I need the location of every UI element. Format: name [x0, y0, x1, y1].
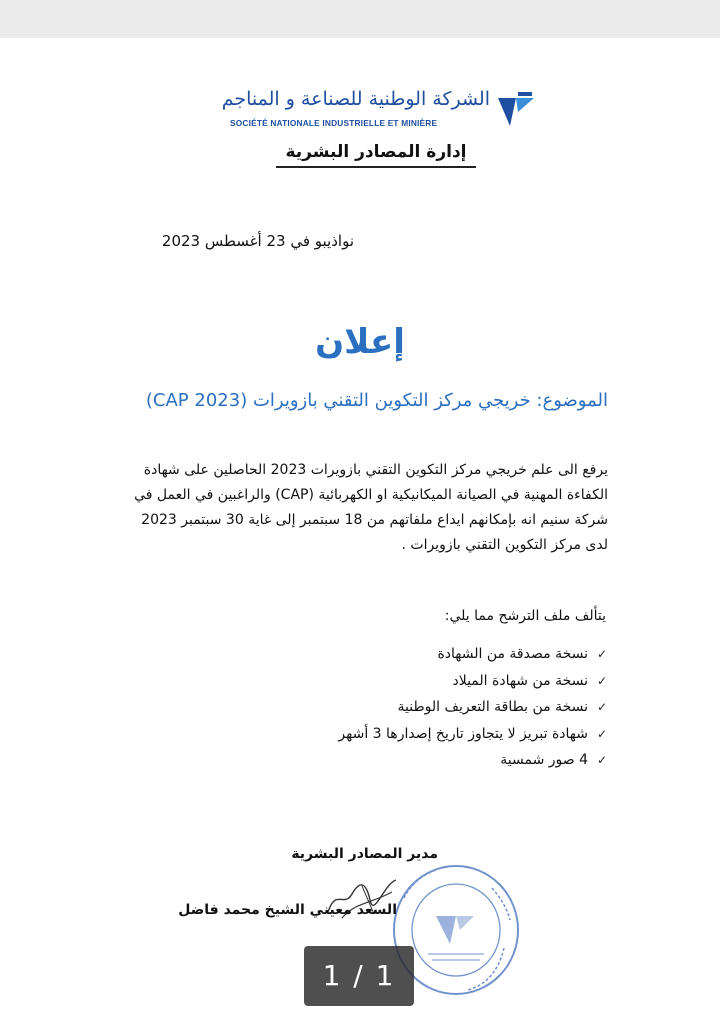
check-mark-icon: ✓ [596, 700, 608, 714]
check-mark-icon: ✓ [596, 753, 608, 767]
body-line: الكفاءة المهنية في الصيانة الميكانيكية او الكهربائية (CAP) والراغبين في العمل في [134, 487, 608, 503]
check-mark-icon: ✓ [596, 647, 608, 661]
requirement-item [338, 668, 610, 695]
body-line: شركة سنيم انه بإمكانهم ايداع ملفاتهم من 18 سبتمبر إلى غاية 30 سبتمبر 2023 [141, 512, 608, 528]
announcement-title: إعلان [315, 322, 405, 362]
announcement-subject: الموضوع: خريجي مركز التكوين التقني بازويرات (CAP 2023) [145, 390, 608, 411]
body-line: لدى مركز التكوين التقني بازويرات . [401, 537, 608, 553]
requirement-item [338, 694, 610, 721]
department-title: إدارة المصادر البشرية [285, 142, 467, 162]
document-date: نواذيبو في 23 أغسطس 2023 [161, 232, 354, 250]
check-mark-icon: ✓ [596, 726, 608, 741]
requirements-intro: يتألف ملف الترشح مما يلي: [444, 608, 606, 624]
requirement-text: نسخة من بطاقة التعريف الوطنية [397, 699, 588, 715]
page-indicator: 1 / 1 [304, 946, 414, 1006]
document-page [0, 38, 720, 1032]
signatory-title: مدير المصادر البشرية [291, 846, 438, 862]
requirement-text: شهادة تبريز لا يتجاوز تاريخ إصدارها 3 أشهر [338, 725, 588, 742]
body-line: يرفع الى علم خريجي مركز التكوين التقني بازويرات 2023 الحاصلين على شهادة [143, 462, 608, 478]
requirement-item [338, 721, 610, 748]
announcement-body [108, 458, 608, 558]
requirement-text: نسخة من شهادة الميلاد [452, 672, 588, 689]
requirements-list [338, 641, 610, 774]
requirement-item [338, 747, 610, 774]
check-mark-icon: ✓ [596, 673, 608, 688]
signatory-name: السعد معيني الشيخ محمد فاضل [178, 902, 397, 918]
department-underline [276, 166, 476, 168]
requirement-text: 4 صور شمسية [500, 752, 588, 768]
snim-logo-icon [496, 90, 536, 130]
requirement-item [338, 641, 610, 668]
company-name-french: SOCIÉTÉ NATIONALE INDUSTRIELLE ET MINIÈRE [230, 118, 438, 128]
company-name-arabic: الشركة الوطنية للصناعة و المناجم [221, 88, 490, 110]
company-logo-block [221, 88, 538, 138]
requirement-text: نسخة مصدقة من الشهادة [437, 646, 588, 662]
